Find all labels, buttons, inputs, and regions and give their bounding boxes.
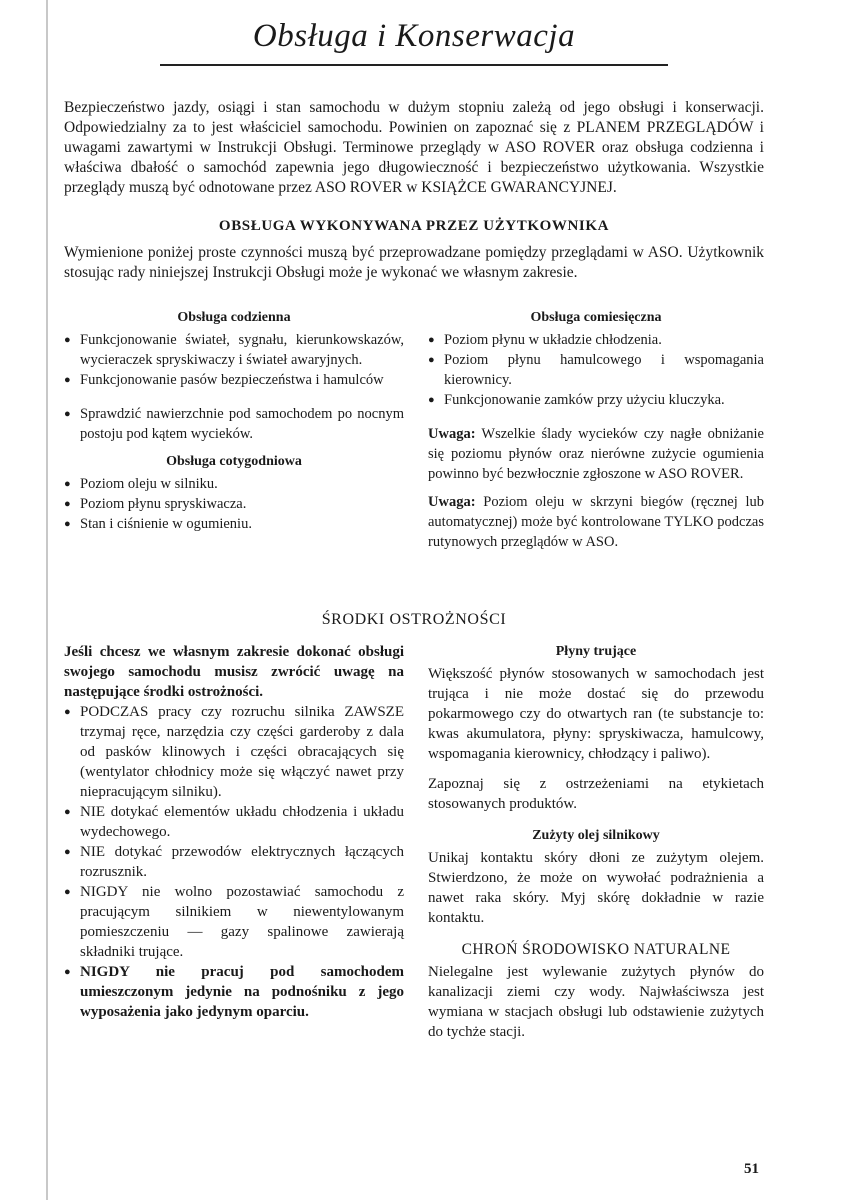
user-service-heading: OBSŁUGA WYKONYWANA PRZEZ UŻYTKOWNIKA bbox=[218, 218, 610, 234]
daily-service-list bbox=[64, 330, 404, 444]
precautions-column bbox=[64, 642, 404, 1022]
list-item: ● Poziom płynu hamulcowego i wspomagania kierownicy. bbox=[428, 350, 764, 390]
left-service-column bbox=[64, 308, 404, 534]
list-item: ● Funkcjonowanie pasów bezpieczeństwa i hamulców bbox=[64, 370, 404, 390]
note-gearbox bbox=[428, 492, 764, 552]
environment-heading: CHROŃ ŚRODOWISKO NATURALNE bbox=[461, 941, 731, 958]
toxic-fluids-heading: Płyny trujące bbox=[555, 644, 637, 659]
used-oil-heading: Zużyty olej silnikowy bbox=[532, 828, 660, 843]
list-item: ● NIE dotykać przewodów elektrycznych łączących rozrusznik. bbox=[64, 842, 404, 882]
list-item: ● Stan i ciśnienie w ogumieniu. bbox=[64, 514, 404, 534]
note-text: Wszelkie ślady wycieków czy nagłe obniżanie się poziomu płynów oraz nierówne zużycie ogumienia powinno być bezwłocznie zgłoszone w ASO ROVER. bbox=[428, 426, 764, 482]
list-item: ● NIE dotykać elementów układu chłodzenia i układu wydechowego. bbox=[64, 802, 404, 842]
weekly-service-heading: Obsługa cotygodniowa bbox=[166, 454, 302, 469]
list-item: ● Poziom płynu spryskiwacza. bbox=[64, 494, 404, 514]
intro-paragraph: Bezpieczeństwo jazdy, osiągi i stan samochodu w dużym stopniu zależą od jego obsługi i konserwacji. Odpowiedzialny za to jest właściciel samochodu. Powinien on zapoznać się z PLANEM PRZEGLĄDÓW i uwagami zawartymi w Instrukcji Obsługi. Terminowe przeglądy w ASO ROVER oraz obsługa codzienna i właściwa dbałość o samochód zapewnia jego długowieczność i bezpieczeństwo użytkowania. Wszystkie przeglądy muszą być odnotowane przez ASO ROVER w KSIĄŻCE GWARANCYJNEJ. bbox=[64, 99, 764, 196]
note-label: Uwaga: bbox=[428, 426, 476, 442]
precautions-intro: Jeśli chcesz we własnym zakresie dokonać obsługi swojego samochodu musisz zwrócić uwagę na następujące środki ostrożności. bbox=[64, 644, 404, 700]
list-item: ● NIGDY nie wolno pozostawiać samochodu z pracującym silnikiem w niewentylowanym pomieszczeniu — gazy spalinowe zawierają składniki trujące. bbox=[64, 882, 404, 962]
toxic-fluids-text: Większość płynów stosowanych w samochodach jest trująca i nie może dostać się do przewodu pokarmowego czy do otwartych ran (te substancje to: kwas akumulatora, płyny: spryskiwacza, hamulcowy, wspomagania kierownicy, chłodzący i paliwo). bbox=[428, 666, 764, 762]
page-title: Obsługa i Konserwacja bbox=[252, 18, 576, 54]
weekly-service-list bbox=[64, 474, 404, 534]
precautions-heading: ŚRODKI OSTROŻNOŚCI bbox=[321, 611, 507, 628]
note-text: Poziom oleju w skrzyni biegów (ręcznej lub automatycznej) może być kontrolowane TYLKO podczas rutynowych przeglądów w ASO. bbox=[428, 494, 764, 550]
precautions-right-column bbox=[428, 642, 764, 1042]
user-service-text: Wymienione poniżej proste czynności muszą być przeprowadzane pomiędzy przeglądami w ASO. Użytkownik stosując rady niniejszej Instrukcji Obsługi może je wykonać we własnym zakresie. bbox=[64, 244, 764, 281]
monthly-service-heading: Obsługa comiesięczna bbox=[530, 310, 662, 325]
list-item: ● Funkcjonowanie zamków przy użyciu kluczyka. bbox=[428, 390, 764, 410]
monthly-service-list bbox=[428, 330, 764, 410]
right-service-column bbox=[428, 308, 764, 552]
list-item: ● NIGDY nie pracuj pod samochodem umieszczonym jedynie na podnośniku z jego wyposażenia jako jedynym oparciu. bbox=[64, 962, 404, 1022]
page-number: 51 bbox=[744, 1161, 759, 1177]
daily-service-heading: Obsługa codzienna bbox=[177, 310, 291, 325]
toxic-fluids-labels-text: Zapoznaj się z ostrzeżeniami na etykietach stosowanych produktów. bbox=[428, 776, 764, 812]
page-edge bbox=[46, 0, 48, 1200]
list-item: ● Poziom płynu w układzie chłodzenia. bbox=[428, 330, 764, 350]
list-item: ● Sprawdzić nawierzchnie pod samochodem po nocnym postoju pod kątem wycieków. bbox=[64, 404, 404, 444]
list-item: ● Funkcjonowanie świateł, sygnału, kierunkowskazów, wycieraczek spryskiwaczy i świateł awaryjnych. bbox=[64, 330, 404, 370]
list-item: ● Poziom oleju w silniku. bbox=[64, 474, 404, 494]
used-oil-text: Unikaj kontaktu skóry dłoni ze zużytym olejem. Stwierdzono, że może on wywołać podrażnienia a nawet raka skóry. Myj skórę dokładnie w razie kontaktu. bbox=[428, 850, 764, 926]
title-divider bbox=[160, 64, 668, 66]
list-item: ● PODCZAS pracy czy rozruchu silnika ZAWSZE trzymaj ręce, narzędzia czy części garderoby z dala od pasków klinowych i części obracających się (wentylator chłodnicy może się włączyć nawet przy niepracującym silniku). bbox=[64, 702, 404, 802]
precautions-list bbox=[64, 702, 404, 1022]
note-leaks bbox=[428, 424, 764, 484]
note-label: Uwaga: bbox=[428, 494, 476, 510]
environment-text: Nielegalne jest wylewanie zużytych płynów do kanalizacji ziemi czy wody. Najwłaściwsza jest wymiana w stacjach obsługi lub odstawienie zużytych do tychże stacji. bbox=[428, 964, 764, 1040]
